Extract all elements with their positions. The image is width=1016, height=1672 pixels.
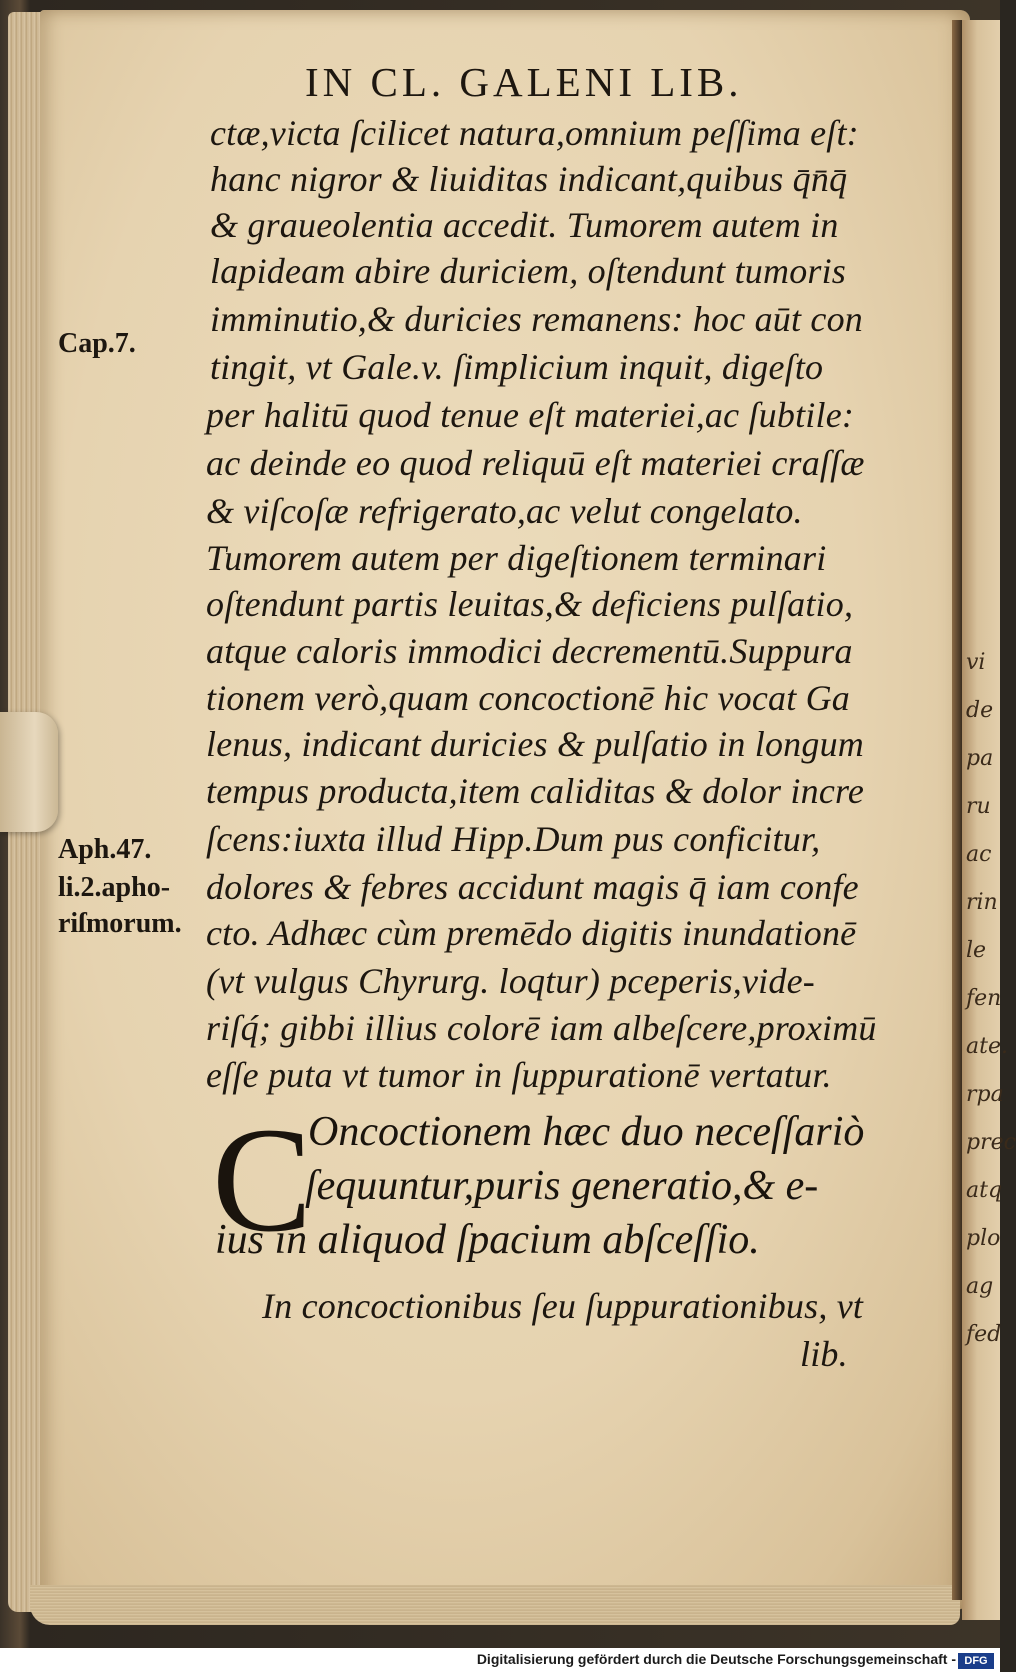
facing-page-fragment: plo [966,1226,1001,1251]
body-line: tingit, vt Gale.v. ſimplicium inquit, digeſto [210,347,824,387]
body-line: imminutio,& duricies remanens: hoc aūt con [210,299,863,339]
running-header: IN CL. GALENI LIB. [305,59,743,105]
facing-page-fragment: ac [966,842,992,867]
body-line: tionem verò,quam concoctionē hic vocat Ga [206,678,851,718]
closing-line-1: In concoctionibus ſeu ſuppurationibus, vt [262,1286,864,1326]
facing-page-fragment: prec [966,1130,1016,1155]
footer-credit: Digitalisierung gefördert durch die Deutsche Forschungsgemeinschaft - [476,1651,956,1667]
margin-note-aph: Aph.47. [58,834,152,865]
section-heading-line-1: Oncoctionem hæc duo neceſſariò [308,1109,865,1155]
body-line: per halitū quod tenue eſt materiei,ac ſubtile: [206,395,855,435]
body-line: eſſe puta vt tumor in ſuppurationē vertatur. [206,1055,832,1095]
page-clip [0,712,58,832]
facing-page [962,20,1016,1620]
body-line: atque caloris immodici decrementū.Suppura [206,631,853,671]
margin-note-cap: Cap.7. [58,328,136,359]
body-line: ac deinde eo quod reliquū eſt materiei craſſæ [206,443,865,483]
section-heading-line-3: ius in aliquod ſpacium abſceſſio. [215,1217,760,1263]
body-line: cto. Adhæc cùm premēdo digitis inundationē [206,913,857,953]
facing-page-fragment: rpa [966,1082,1004,1107]
facing-page-fragment: le [966,938,987,963]
facing-page-fragment: ag [966,1274,994,1299]
body-line: & viſcoſæ refrigerato,ac velut congelato. [206,491,803,531]
facing-page-fragment: rin [966,890,998,915]
section-heading-line-2: ſequuntur,puris generatio,& e- [305,1163,819,1209]
body-line: dolores & febres accidunt magis q̄ iam confe [206,867,859,907]
facing-page-fragment: vi [966,650,986,675]
body-line: lapideam abire duriciem, oſtendunt tumoris [210,251,847,291]
body-line: oſtendunt partis leuitas,& deficiens pulſatio, [206,584,854,624]
book-gutter [952,20,962,1600]
body-line: lenus, indicant duricies & pulſatio in longum [206,724,864,764]
page-bottom-edges [30,1585,960,1625]
facing-page-fragment: atq [966,1178,1003,1203]
margin-note-aph-line3: riſmorum. [58,908,182,939]
facing-page-fragment: de [966,698,994,723]
drop-cap-initial: C [212,1097,313,1263]
body-line: riſq́; gibbi illius colorē iam albeſcere,proximū [206,1008,877,1048]
facing-page-fragment: fed [966,1322,1002,1347]
body-line: tempus producta,item caliditas & dolor incre [206,771,865,811]
body-line: Tumorem autem per digeſtionem terminari [206,538,827,578]
facing-page-fragment: ate. [966,1034,1008,1059]
catchword: lib. [800,1334,848,1374]
facing-page-fragment: ru [966,794,991,819]
body-line: hanc nigror & liuiditas indicant,quibus q̄n̄q̄ [210,159,848,199]
body-line: ſcens:iuxta illud Hipp.Dum pus conficitur, [206,819,821,859]
body-line: & graueolentia accedit. Tumorem autem in [210,205,839,245]
facing-page-fragment: fen [966,986,1002,1011]
margin-note-aph-line2: li.2.apho- [58,872,171,903]
facing-page-fragment: pa [966,746,994,771]
body-line: (vt vulgus Chyrurg. loqtur) pceperis,vide- [206,961,815,1001]
body-line: ctæ,victa ſcilicet natura,omnium peſſima eſt: [210,113,859,153]
dfg-logo: DFG [958,1653,994,1669]
